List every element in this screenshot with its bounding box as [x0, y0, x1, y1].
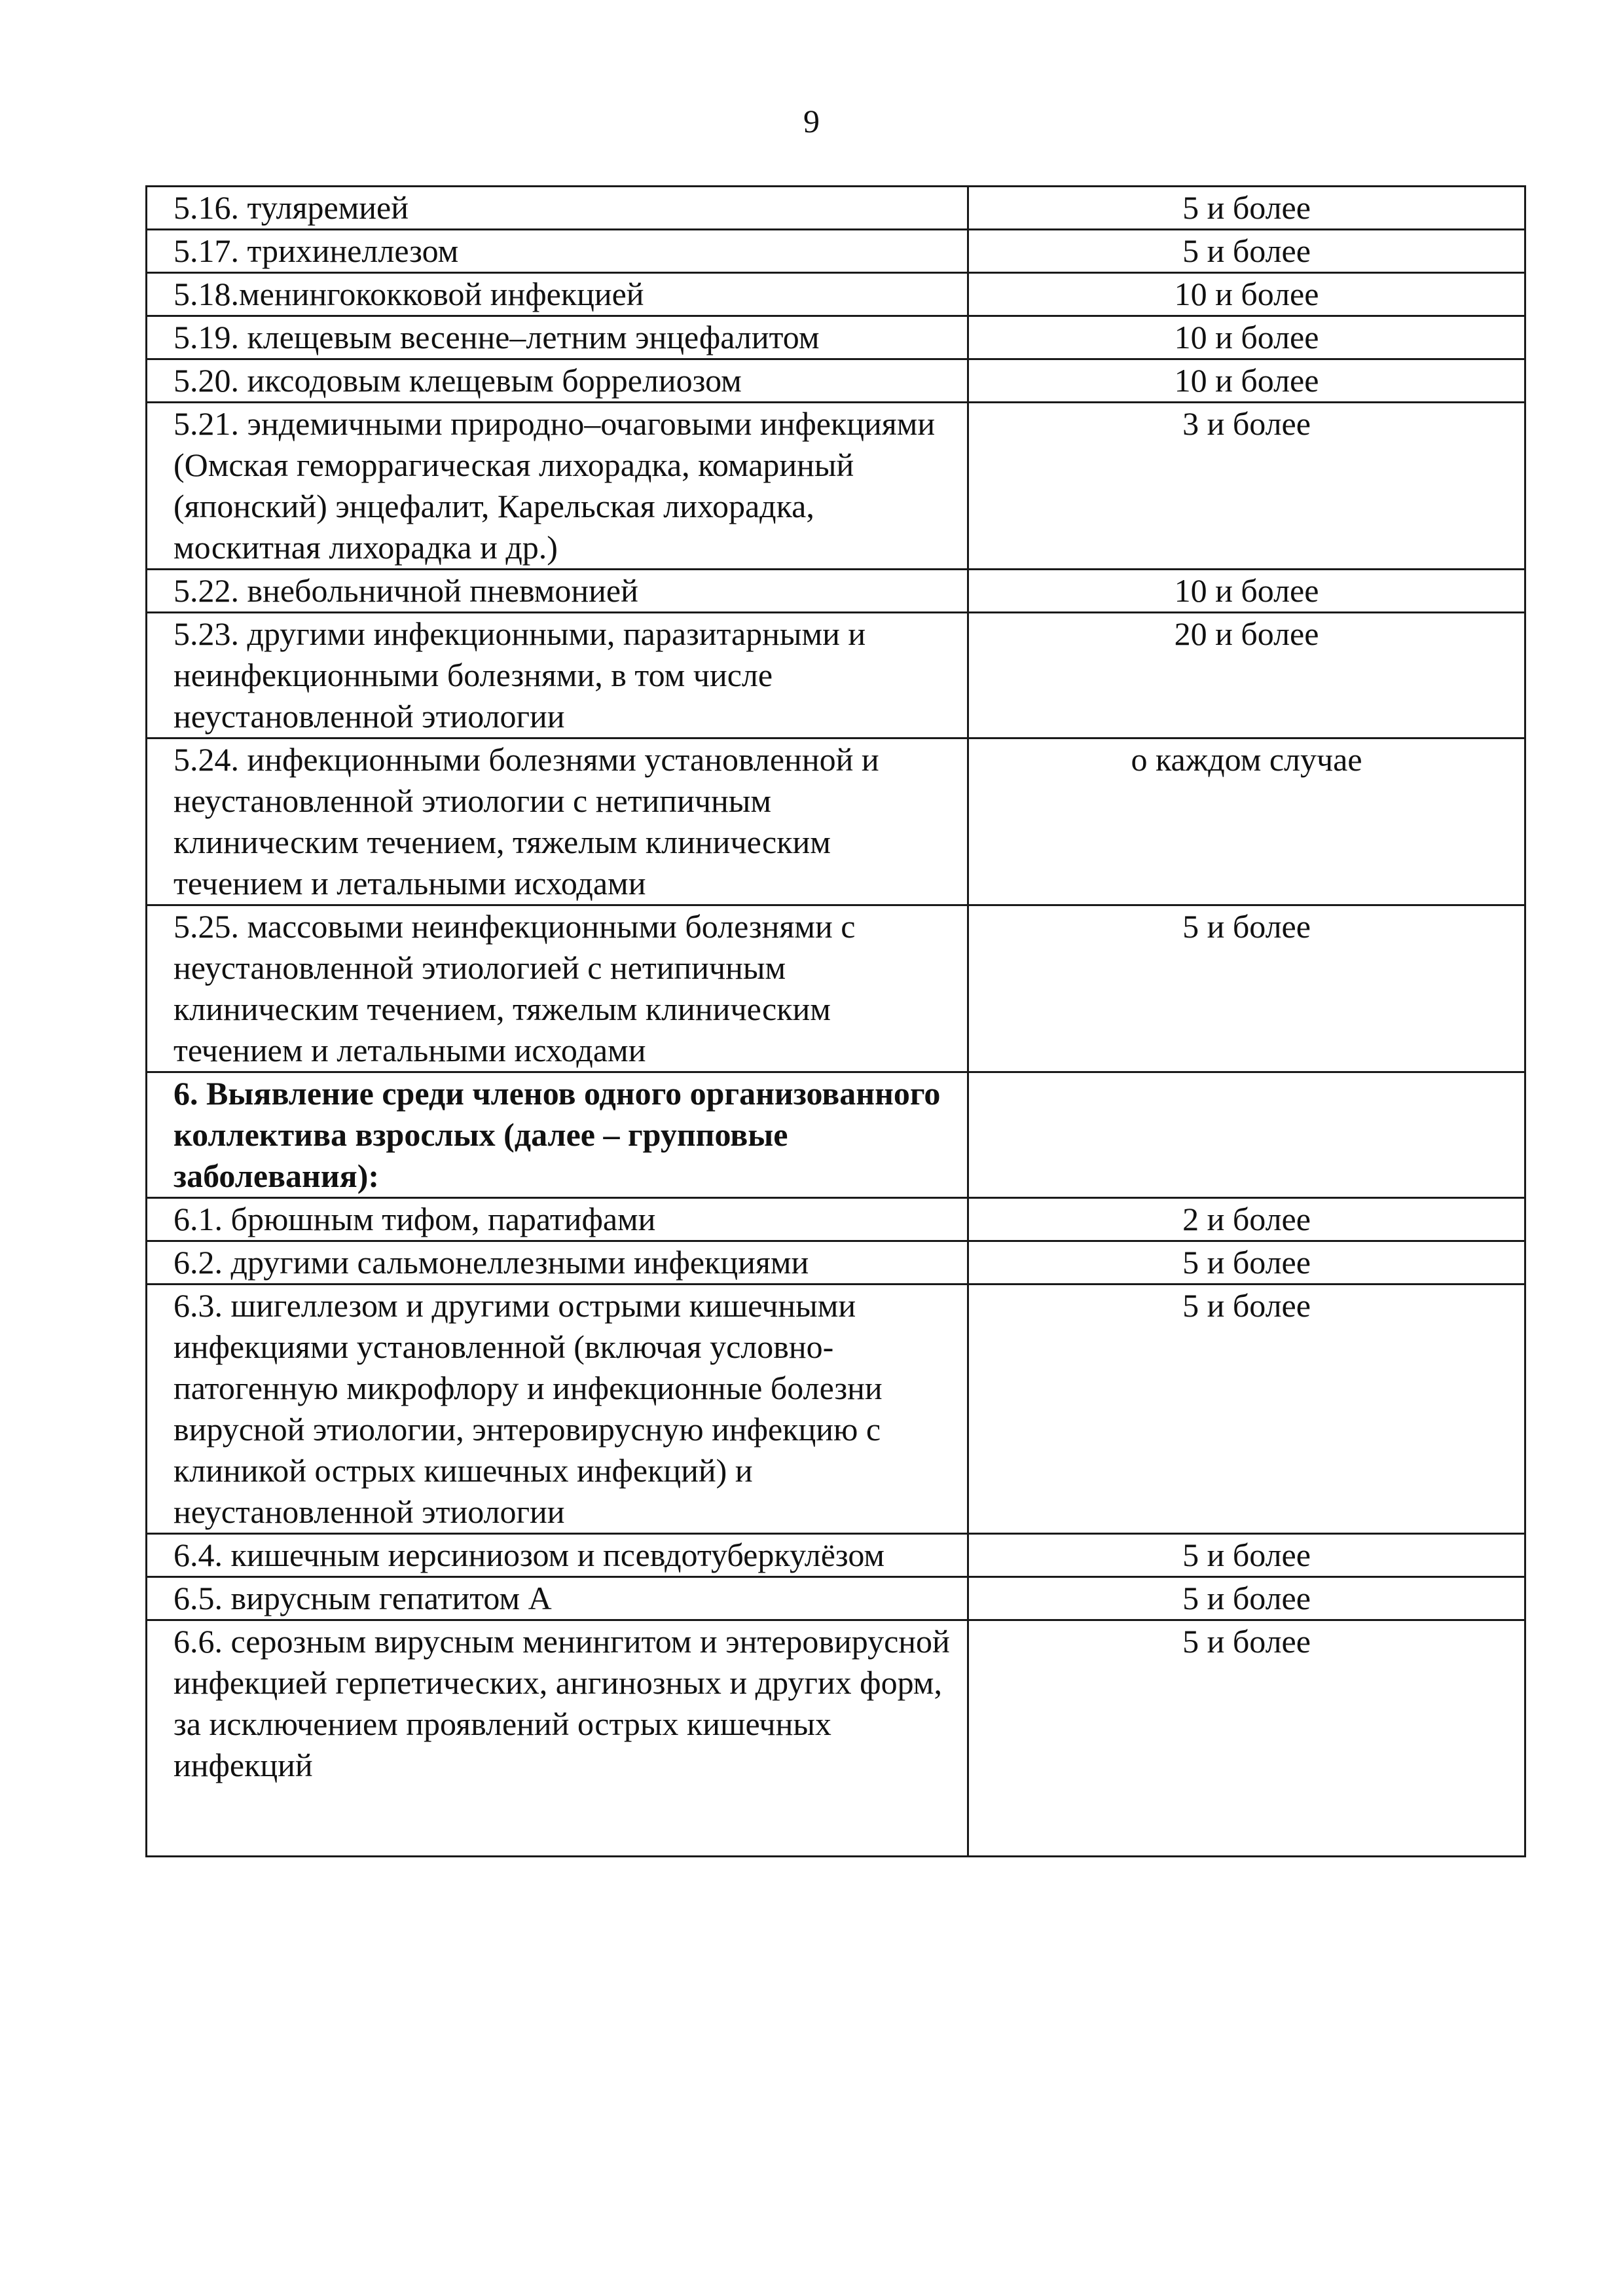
row-description: 6.2. другими сальмонеллезными инфекциями — [147, 1241, 968, 1285]
table-row — [147, 359, 1525, 403]
table-row — [147, 403, 1525, 570]
row-description: 5.21. эндемичными природно–очаговыми инфекциями (Омская геморрагическая лихорадка, комариный (японский) энцефалит, Карельская лихорадка, москитная лихорадка и др.) — [147, 403, 968, 570]
table-row — [147, 273, 1525, 316]
row-threshold: 20 и более — [968, 613, 1525, 738]
row-threshold: 5 и более — [968, 1534, 1525, 1577]
row-description: 5.16. туляремией — [147, 187, 968, 230]
table-row — [147, 230, 1525, 273]
row-description: 6.3. шигеллезом и другими острыми кишечными инфекциями установленной (включая условно-патогенную микрофлору и инфекционные болезни вирусной этиологии, энтеровирусную инфекцию с клиникой острых кишечных инфекций) и неустановленной этиологии — [147, 1285, 968, 1534]
table-row — [147, 187, 1525, 230]
table-row — [147, 1198, 1525, 1241]
row-description: 5.25. массовыми неинфекционными болезнями с неустановленной этиологией с нетипичным клиническим течением, тяжелым клиническим течением и летальными исходами — [147, 905, 968, 1072]
row-threshold: 10 и более — [968, 316, 1525, 359]
table-row — [147, 570, 1525, 613]
row-threshold: 10 и более — [968, 273, 1525, 316]
page-number: 9 — [803, 103, 820, 139]
table-row — [147, 316, 1525, 359]
table-row — [147, 905, 1525, 1072]
table-row — [147, 1620, 1525, 1857]
row-description: 5.24. инфекционными болезнями установленной и неустановленной этиологии с нетипичным клиническим течением, тяжелым клиническим течением и летальными исходами — [147, 738, 968, 905]
row-description: 5.22. внебольничной пневмонией — [147, 570, 968, 613]
table-row — [147, 1241, 1525, 1285]
table-row — [147, 1577, 1525, 1620]
row-description: 6.1. брюшным тифом, паратифами — [147, 1198, 968, 1241]
section-heading: 6. Выявление среди членов одного организованного коллектива взрослых (далее – групповые заболевания): — [147, 1072, 968, 1198]
row-threshold: 5 и более — [968, 230, 1525, 273]
row-threshold: 5 и более — [968, 1285, 1525, 1534]
row-threshold: 10 и более — [968, 570, 1525, 613]
row-threshold: о каждом случае — [968, 738, 1525, 905]
row-threshold: 2 и более — [968, 1198, 1525, 1241]
row-threshold: 5 и более — [968, 1241, 1525, 1285]
row-threshold: 5 и более — [968, 1620, 1525, 1857]
row-description: 5.23. другими инфекционными, паразитарными и неинфекционными болезнями, в том числе неустановленной этиологии — [147, 613, 968, 738]
table-row — [147, 613, 1525, 738]
row-description: 5.17. трихинеллезом — [147, 230, 968, 273]
row-description: 6.4. кишечным иерсиниозом и псевдотуберкулёзом — [147, 1534, 968, 1577]
row-threshold: 5 и более — [968, 1577, 1525, 1620]
row-threshold: 10 и более — [968, 359, 1525, 403]
row-description: 5.20. иксодовым клещевым боррелиозом — [147, 359, 968, 403]
reporting-threshold-table — [145, 185, 1526, 1857]
section-heading-row — [147, 1072, 1525, 1198]
row-description: 5.19. клещевым весенне–летним энцефалитом — [147, 316, 968, 359]
row-threshold: 5 и более — [968, 187, 1525, 230]
row-description: 6.5. вирусным гепатитом А — [147, 1577, 968, 1620]
table-row — [147, 1285, 1525, 1534]
row-threshold: 3 и более — [968, 403, 1525, 570]
row-description: 6.6. серозным вирусным менингитом и энтеровирусной инфекцией герпетических, ангинозных и других форм, за исключением проявлений острых кишечных инфекций — [147, 1620, 968, 1857]
row-threshold: 5 и более — [968, 905, 1525, 1072]
row-threshold — [968, 1072, 1525, 1198]
table-row — [147, 1534, 1525, 1577]
table-row — [147, 738, 1525, 905]
row-description: 5.18.менингококковой инфекцией — [147, 273, 968, 316]
